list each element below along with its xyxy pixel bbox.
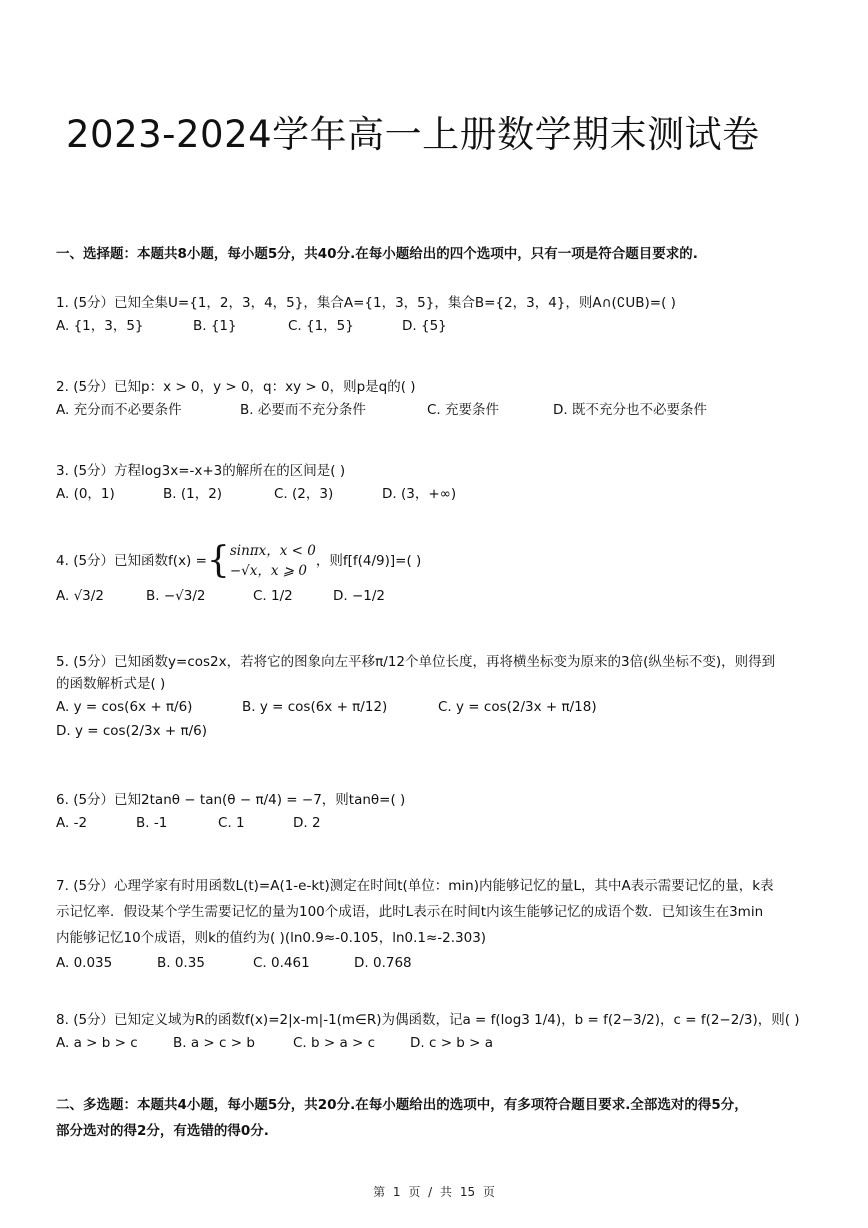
option-b[interactable]: B. (1，2) <box>163 486 223 502</box>
option-a[interactable]: A. 0.035 <box>56 955 113 971</box>
question-1 <box>56 292 816 338</box>
option-b[interactable]: B. −√3/2 <box>146 588 206 604</box>
case-1: sinπx，x < 0 <box>229 543 316 559</box>
option-d[interactable]: D. 既不充分也不必要条件 <box>553 402 707 418</box>
options-row <box>56 314 816 338</box>
option-a[interactable]: A. y = cos(6x + π/6) <box>56 699 193 715</box>
option-a[interactable]: A. (0，1) <box>56 486 115 502</box>
option-d[interactable]: D. 2 <box>293 815 321 831</box>
section-heading-single-choice: 一、选择题：本题共8小题，每小题5分，共40分.在每小题给出的四个选项中，只有一项是符合题目要求的. <box>56 246 698 262</box>
option-b[interactable]: B. 必要而不充分条件 <box>240 402 366 418</box>
question-number: 8. <box>56 1012 69 1028</box>
option-d[interactable]: D. −1/2 <box>333 588 386 604</box>
option-b[interactable]: B. -1 <box>136 815 168 831</box>
question-number: 1. <box>56 295 69 311</box>
option-d[interactable]: D. c > b > a <box>410 1035 494 1051</box>
option-a[interactable]: A. 充分而不必要条件 <box>56 402 182 418</box>
section-heading-line-2: 部分选对的得2分，有选错的得0分. <box>56 1123 269 1139</box>
case-2: −√x，x ⩾ 0 <box>229 563 307 579</box>
question-number: 6. <box>56 792 69 808</box>
question-text: (5分）方程log3x=-x+3的解所在的区间是( ) <box>73 463 346 479</box>
option-c[interactable]: C. y = cos(2/3x + π/18) <box>438 699 597 715</box>
question-8 <box>56 1009 816 1055</box>
option-d[interactable]: D. 0.768 <box>354 955 412 971</box>
question-text: (5分）已知2tanθ − tan(θ − π/4) = −7，则tanθ=( ) <box>73 792 406 808</box>
option-b[interactable]: B. 0.35 <box>157 955 205 971</box>
question-number: 2. <box>56 379 69 395</box>
page-footer: 第 1 页 / 共 15 页 <box>373 1185 495 1199</box>
question-text-line-2: 示记忆率．假设某个学生需要记忆的量为100个成语，此时L表示在时间t内该生能够记忆的成语个数．已知该生在3min <box>56 904 764 920</box>
option-b[interactable]: B. {1} <box>193 318 237 334</box>
option-c[interactable]: C. 0.461 <box>253 955 310 971</box>
question-3 <box>56 460 816 506</box>
option-b[interactable]: B. y = cos(6x + π/12) <box>242 699 388 715</box>
question-text: (5分）已知全集U={1，2，3，4，5}，集合A={1，3，5}，集合B={2，3，4}，则A∩(∁UB)=( ) <box>73 295 676 311</box>
question-text-line-1: (5分）心理学家有时用函数L(t)=A(1-e-kt)测定在时间t(单位：min)内能够记忆的量L，其中A表示需要记忆的量，k表 <box>73 878 774 894</box>
question-2 <box>56 376 816 422</box>
question-5 <box>56 651 816 743</box>
option-a[interactable]: A. {1，3，5} <box>56 318 144 334</box>
question-number: 4. <box>56 553 69 569</box>
option-d[interactable]: D. (3，+∞) <box>382 486 457 502</box>
option-a[interactable]: A. a > b > c <box>56 1035 138 1051</box>
option-c[interactable]: C. {1，5} <box>288 318 354 334</box>
question-text-line-1: (5分）已知函数y=cos2x，若将它的图象向左平移π/12个单位长度，再将横坐标变为原来的3倍(纵坐标不变)，则得到 <box>73 654 776 670</box>
question-text: (5分）已知函数f(x) = <box>73 553 207 569</box>
question-text-line-3: 内能够记忆10个成语，则k的值约为( )(ln0.9≈-0.105，ln0.1≈-2.303) <box>56 930 487 946</box>
question-number: 5. <box>56 654 69 670</box>
section-heading-line-1: 二、多选题：本题共4小题，每小题5分，共20分.在每小题给出的选项中，有多项符合题目要求.全部选对的得5分， <box>56 1097 748 1113</box>
option-c[interactable]: C. 1 <box>218 815 245 831</box>
option-a[interactable]: A. -2 <box>56 815 88 831</box>
option-a[interactable]: A. √3/2 <box>56 588 104 604</box>
option-c[interactable]: C. (2，3) <box>274 486 334 502</box>
option-c[interactable]: C. 充要条件 <box>427 402 500 418</box>
section-heading-multiple-choice <box>56 1092 816 1144</box>
option-d[interactable]: D. y = cos(2/3x + π/6) <box>56 723 207 739</box>
question-text: (5分）已知定义域为R的函数f(x)=2|x-m|-1(m∈R)为偶函数，记a = f(log3 1/4)，b = f(2−3/2)，c = f(2−2/3)，则( ) <box>73 1012 800 1028</box>
question-text-suffix: ，则f[f(4/9)]=( ) <box>315 553 422 569</box>
question-6 <box>56 789 816 835</box>
question-number: 3. <box>56 463 69 479</box>
option-c[interactable]: C. 1/2 <box>253 588 293 604</box>
question-text: (5分）已知p：x > 0，y > 0，q：xy > 0，则p是q的( ) <box>73 379 416 395</box>
page-title: 2023-2024学年高一上册数学期末测试卷 <box>66 113 760 156</box>
option-d[interactable]: D. {5} <box>402 318 447 334</box>
question-4 <box>56 538 816 608</box>
question-number: 7. <box>56 878 69 894</box>
question-text-line-2: 的函数解析式是( ) <box>56 676 166 692</box>
piecewise-cases <box>230 541 316 581</box>
option-b[interactable]: B. a > c > b <box>173 1035 255 1051</box>
left-brace: { <box>206 540 230 581</box>
option-c[interactable]: C. b > a > c <box>293 1035 376 1051</box>
question-stem <box>56 292 816 314</box>
question-7 <box>56 873 816 975</box>
